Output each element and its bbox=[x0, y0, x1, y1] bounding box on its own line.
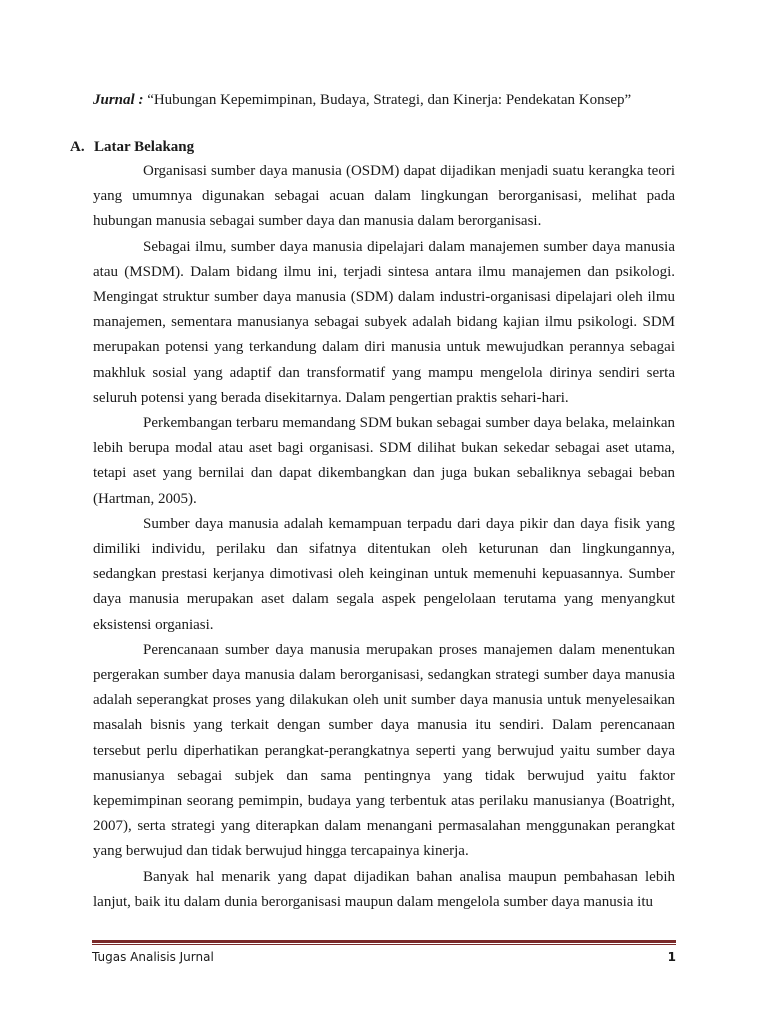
paragraph: Perkembangan terbaru memandang SDM bukan sebagai sumber daya belaka, melainkan lebih berupa modal atau aset bagi organisasi. SDM dilihat bukan sekedar sebagai aset utama, tetapi aset yang bernilai dan dapat dikembangkan dan juga bukan sebaliknya sebagai beban (Hartman, 2005). bbox=[93, 415, 675, 507]
paragraph: Perencanaan sumber daya manusia merupakan proses manajemen dalam menentukan pergerakan sumber daya manusia dalam berorganisasi, sedangkan strategi sumber daya manusia adalah seperangkat proses yang dilakukan oleh unit sumber daya manusia untuk menyelesaikan masalah bisnis yang terkait dengan sumber daya manusia itu sendiri. Dalam perencanaan tersebut perlu diperhatikan perangkat-perangkatnya seperti yang berwujud yaitu sumber daya manusianya sebagai subjek dan sama pentingnya yang tidak berwujud yaitu faktor kepemimpinan seorang pemimpin, budaya yang terbentuk atas perilaku manusianya (Boatright, 2007), serta strategi yang diterapkan dalam menangani permasalahan menggunakan perangkat yang berwujud dan tidak berwujud hingga tercapainya kinerja. bbox=[93, 641, 675, 860]
footer-rule-thin bbox=[92, 944, 676, 945]
footer-rule bbox=[92, 940, 676, 943]
footer-title: Tugas Analisis Jurnal bbox=[92, 950, 214, 964]
journal-label: Jurnal : bbox=[93, 92, 144, 108]
journal-title: “Hubungan Kepemimpinan, Budaya, Strategi, dan Kinerja: Pendekatan Konsep” bbox=[147, 92, 632, 108]
paragraph: Sebagai ilmu, sumber daya manusia dipelajari dalam manajemen sumber daya manusia atau (MSDM). Dalam bidang ilmu ini, terjadi sintesa antara ilmu manajemen dan psikologi. Mengingat struktur sumber daya manusia (SDM) dalam industri-organisasi dipelajari oleh ilmu manajemen, sementara manusianya sebagai subyek adalah bidang kajian ilmu psikologi. SDM merupakan potensi yang terkandung dalam diri manusia untuk mewujudkan perannya sebagai makhluk sosial yang adaptif dan transformatif yang mampu mengelola dirinya sendiri serta seluruh potensi yang berada disekitarnya. Dalam pengertian praktis sehari-hari. bbox=[93, 238, 675, 406]
paragraph: Organisasi sumber daya manusia (OSDM) dapat dijadikan menjadi suatu kerangka teori yang umumnya digunakan sebagai acuan dalam lingkungan berorganisasi, melihat pada hubungan manusia sebagai sumber daya dan manusia dalam berorganisasi. bbox=[93, 163, 675, 230]
page-number: 1 bbox=[667, 950, 676, 964]
journal-title-line bbox=[93, 90, 693, 110]
body-text bbox=[93, 159, 675, 915]
paragraph: Sumber daya manusia adalah kemampuan terpadu dari daya pikir dan daya fisik yang dimiliki individu, perilaku dan sifatnya ditentukan oleh keturunan dan lingkungannya, sedangkan prestasi kerjanya dimotivasi oleh keinginan untuk memenuhi kepuasannya. Sumber daya manusia merupakan aset dalam segala aspek pengelolaan terutama yang menyangkut eksistensi organiasi. bbox=[93, 515, 675, 633]
paragraph: Banyak hal menarik yang dapat dijadikan bahan analisa maupun pembahasan lebih lanjut, baik itu dalam dunia berorganisasi maupun dalam mengelola sumber daya manusia itu bbox=[93, 868, 675, 910]
section-heading bbox=[70, 137, 194, 157]
section-number: A. bbox=[70, 139, 85, 155]
section-title: Latar Belakang bbox=[94, 139, 195, 155]
